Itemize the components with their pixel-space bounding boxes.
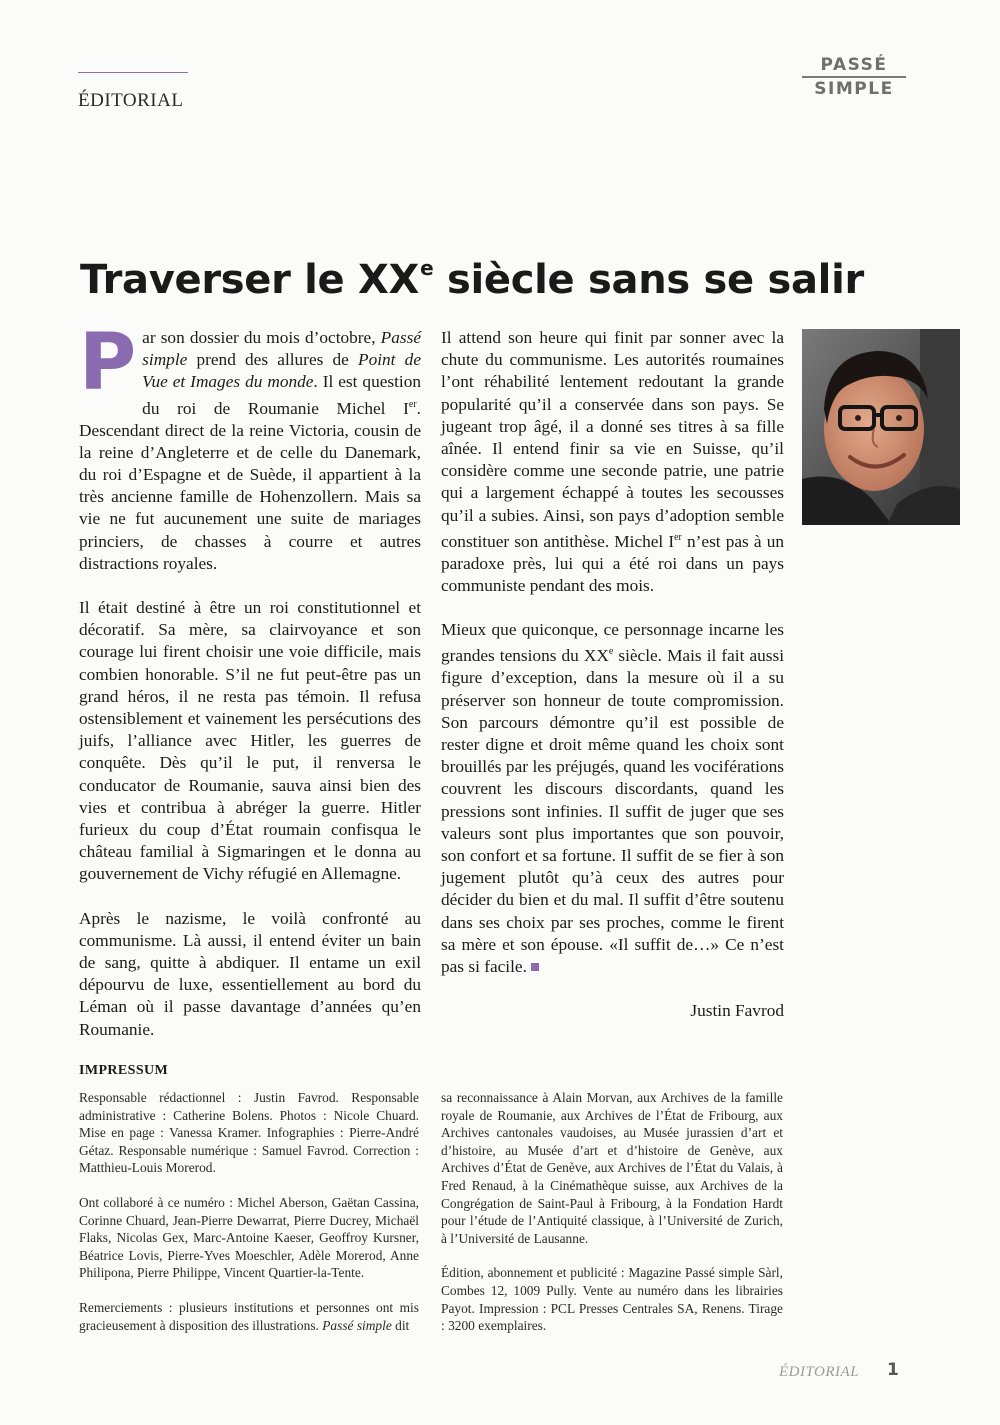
impressum-thanks: Remerciements : plusieurs institutions et personnes ont mis gracieusement à disposition des illustrations. Passé simple dit: [79, 1299, 419, 1333]
article-paragraph-2: Il était destiné à être un roi constitutionnel et décoratif. Sa mère, sa clairvoyance et son courage lui firent choisir une voie difficile, mais combien honorable. S’il ne fut peut-être pas un grand héros, il ne resta pas témoin. Il refusa ostensiblement et vainement les persécutions des juifs, l’alliance avec Hitler, les guerres de conquête. Dès qu’il le put, il renversa le conducator de Roumanie, sauva ainsi bien des vies et contribua à abréger la guerre. Hitler furieux du coup d’État roumain confisqua le château familial à Sigmaringen et le donna au gouvernement de Vichy réfugié en Allemagne.: [79, 598, 421, 884]
article-column-right: [441, 327, 784, 1044]
impressum-thanks-continued: sa reconnaissance à Alain Morvan, aux Archives de la famille royale de Roumanie, aux Archives de l’État de Fribourg, aux Archives cantonales vaudoises, au Musée jurassien d’art et d’histoire, au Musée d’art et d’histoire de Genève, aux Archives d’État de Genève, aux Archives de l’État du Valais, à Fred Renaud, à la Cinémathèque suisse, aux Archives de la Congrégation de Saint-Paul à Fribourg, à la Fondation Hardt pour l’étude de l’Antiquité classique, à l’Université de Zurich, à l’Université de Lausanne.: [441, 1090, 783, 1246]
author-photo: [802, 329, 960, 525]
section-label: ÉDITORIAL: [78, 90, 184, 111]
impressum-column-left: [79, 1089, 419, 1351]
author-signature: Justin Favrod: [690, 1001, 784, 1021]
impressum-credits: Responsable rédactionnel : Justin Favrod. Responsable administrative : Catherine Bolens. Photos : Nicole Chuard. Mise en page : Vanessa Kramer. Infographies : Pierre-André Gétaz. Responsable numérique : Samuel Favrod. Correction : Matthieu-Louis Morerod.: [79, 1090, 419, 1176]
drop-cap: P: [79, 318, 137, 408]
article-column-left: [79, 318, 421, 1063]
article-paragraph-5: Mieux que quiconque, ce personnage incarne les grandes tensions du XXe siècle. Mais il fait aussi figure d’exception, dans la mesure où il a su préserver son honneur de toute compromission. Son parcours démontre qu’il est possible de rester digne et droit même quand les choix sont brouillés par les préjugés, quand les vociférations couvrent les discours discordants, quand les pressions sont infinies. Il suffit de juger que ses valeurs sont plus importantes que son pouvoir, son confort et sa fortune. Il suffit de se fier à son jugement plutôt qu’à ceux des autres pour décider du bien et du mal. Il suffit d’être soutenu dans ses choix par ses proches, comme le firent sa mère et son épouse. «Il suffit de…» Ce n’est pas si facile.: [441, 620, 785, 977]
logo-line-1: PASSÉ: [820, 55, 888, 75]
footer-section-label: ÉDITORIAL: [779, 1364, 860, 1380]
end-mark-icon: [531, 963, 539, 971]
header-rule: [78, 72, 188, 73]
impressum-title: IMPRESSUM: [79, 1063, 169, 1078]
logo-line-2: SIMPLE: [814, 79, 894, 99]
impressum-edition: Édition, abonnement et publicité : Magazine Passé simple Sàrl, Combes 12, 1009 Pully. Vente au numéro dans les librairies Payot. Impression : PCL Presses Centrales SA, Renens. Tirage : 3200 exemplaires.: [441, 1265, 783, 1334]
article-paragraph-3: Après le nazisme, le voilà confronté au communisme. Là aussi, il entend éviter un bain de sang, quitte à abdiquer. Il entame un exil dépourvu de luxe, essentiellement au bord du Léman où il passe davantage d’années qu’en Roumanie.: [79, 908, 421, 1039]
impressum-contributors: Ont collaboré à ce numéro : Michel Aberson, Gaëtan Cassina, Corinne Chuard, Jean-Pierre Dewarrat, Pierre Ducrey, Michaël Flaks, Nicolas Gex, Marc-Antoine Kaeser, Geoffroy Kursner, Béatrice Lovis, Pierre-Yves Moeschler, Adèle Morerod, Anne Philipona, Pierre Philippe, Vincent Quartier-la-Tente.: [79, 1194, 419, 1281]
article-paragraph-1: Par son dossier du mois d’octobre, Passé simple prend des allures de Point de Vue et Images du monde. Il est question du roi de Roumanie Michel Ier. Descendant direct de la reine Victoria, cousin de la reine d’Angleterre et de celle du Danemark, du roi d’Espagne et de Suède, il appartient à la très ancienne famille de Hohenzollern. Mais sa vie ne fut aucunement une suite de mariages princiers, de chasses à courre et autres distractions royales.: [79, 318, 421, 573]
magazine-logo: [802, 54, 906, 100]
author-portrait-illustration: [802, 329, 960, 525]
impressum-column-right: [441, 1089, 783, 1352]
page-title: Traverser le XXe siècle sans se salir: [80, 256, 864, 303]
page-number: 1: [887, 1360, 899, 1380]
article-paragraph-4: Il attend son heure qui finit par sonner avec la chute du communisme. Les autorités roumaines l’ont réhabilité lentement redoutant la grande popularité qu’il a conservée dans son pays. Se jugeant trop âgé, il a donné ses titres à sa fille aînée. Il entend finir sa vie en Suisse, qu’il considère comme une seconde patrie, une patrie qui a largement échappé à toutes les secousses qu’il a subies. Ainsi, son pays d’adoption semble constituer son antithèse. Michel Ier n’est pas à un paradoxe près, lui qui a été roi dans un pays communiste pendant des mois.: [441, 328, 784, 595]
